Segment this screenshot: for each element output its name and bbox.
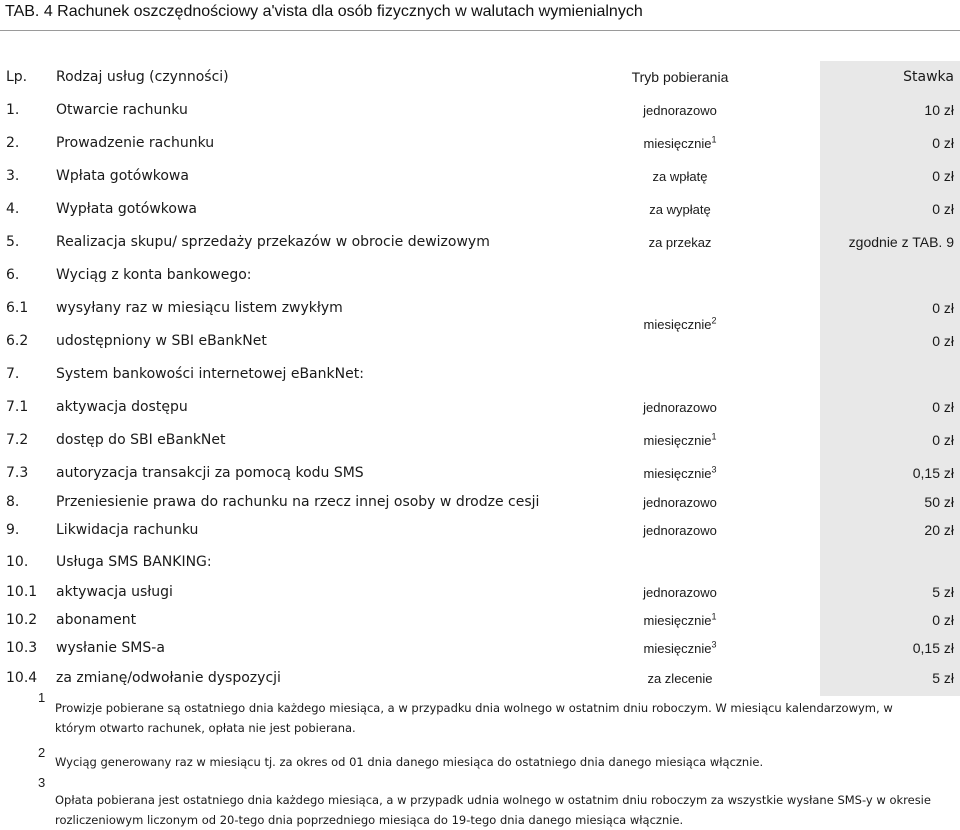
row-lp: 3.	[6, 168, 20, 184]
row-name: wysyłany raz w miesiącu listem zwykłym	[56, 300, 343, 316]
row-mode-label: miesięcznie	[643, 466, 712, 481]
row-mode-label: jednorazowo	[643, 523, 717, 538]
row-rate: zgodnie z TAB. 9	[848, 234, 954, 250]
row-name: Przeniesienie prawa do rachunku na rzecz innej osoby w drodze cesji	[56, 494, 540, 510]
row-name: dostęp do SBI eBankNet	[56, 432, 226, 448]
row-mode	[560, 424, 800, 457]
row-lp: 7.	[6, 366, 20, 382]
table-row	[0, 514, 960, 547]
row-lp: 4.	[6, 201, 20, 217]
row-mode-label: jednorazowo	[643, 495, 717, 510]
row-mode	[560, 193, 800, 226]
row-mode	[560, 632, 800, 665]
row-mode-sup: 3	[711, 464, 717, 475]
row-rate: 5 zł	[932, 670, 954, 686]
row-lp: 9.	[6, 522, 20, 538]
merged-mode-label: miesięcznie	[643, 317, 712, 332]
row-name: udostępniony w SBI eBankNet	[56, 333, 267, 349]
header-rate: Stawka	[903, 69, 954, 85]
title-divider	[0, 30, 960, 31]
row-name: Wypłata gotówkowa	[56, 201, 198, 217]
row-mode	[560, 391, 800, 424]
row-rate: 0 zł	[932, 135, 954, 151]
row-mode-sup: 1	[711, 134, 717, 145]
table-row	[0, 226, 960, 259]
row-lp: 5.	[6, 234, 20, 250]
row-lp: 10.2	[6, 612, 38, 628]
row-rate: 50 zł	[924, 494, 954, 510]
row-lp: 7.3	[6, 465, 29, 481]
row-mode-label: miesięcznie	[643, 613, 712, 628]
row-name: Usługa SMS BANKING:	[56, 554, 212, 570]
row-mode-label: jednorazowo	[643, 585, 717, 600]
header-lp: Lp.	[6, 69, 28, 85]
row-name: Wpłata gotówkowa	[56, 168, 189, 184]
row-mode	[560, 514, 800, 547]
row-rate: 0 zł	[932, 333, 954, 349]
table-row	[0, 662, 960, 695]
row-lp: 6.2	[6, 333, 29, 349]
row-mode-sup: 1	[711, 611, 717, 622]
row-rate: 0 zł	[932, 168, 954, 184]
row-name: Likwidacja rachunku	[56, 522, 199, 538]
footnote-text: Opłata pobierana jest ostatniego dnia każdego miesiąca, a w przypadk udnia wolnego w ostatnim dniu roboczym za wszystkie wysłane SMS-y w okresie rozliczeniowym liczonym od 20-tego dnia poprzedniego miesiąca do 19-tego dnia danego miesiąca włącznie.	[55, 793, 931, 827]
row-lp: 2.	[6, 135, 20, 151]
row-name: za zmianę/odwołanie dyspozycji	[56, 670, 281, 686]
table-row	[0, 632, 960, 665]
table-row	[0, 424, 960, 457]
row-rate: 0 zł	[932, 201, 954, 217]
table-row	[0, 391, 960, 424]
row-mode-label: jednorazowo	[643, 103, 717, 118]
row-lp: 6.1	[6, 300, 29, 316]
row-mode-label: jednorazowo	[643, 400, 717, 415]
row-mode-label: za wpłatę	[652, 169, 708, 184]
row-mode-sup: 3	[711, 639, 717, 650]
row-mode	[560, 127, 800, 160]
row-rate: 20 zł	[924, 522, 954, 538]
footnote-text: Prowizje pobierane są ostatniego dnia każdego miesiąca, a w przypadku dnia wolnego w ostatnim dniu roboczym. W miesiącu kalendarzowym, w którym otwarto rachunek, opłata nie jest pobierana.	[55, 701, 893, 735]
row-mode	[560, 662, 800, 695]
table-row	[0, 94, 960, 127]
footnote-text: Wyciąg generowany raz w miesiącu tj. za okres od 01 dnia danego miesiąca do ostatniego dnia danego miesiąca włącznie.	[55, 755, 764, 769]
row-rate: 0 zł	[932, 399, 954, 415]
row-name: Wyciąg z konta bankowego:	[56, 267, 252, 283]
row-mode	[560, 94, 800, 127]
row-lp: 1.	[6, 102, 20, 118]
row-rate: 5 zł	[932, 584, 954, 600]
table-header	[0, 61, 960, 94]
table-row	[0, 259, 960, 292]
row-lp: 8.	[6, 494, 20, 510]
table-row	[0, 160, 960, 193]
row-rate: 0 zł	[932, 432, 954, 448]
row-lp: 10.	[6, 554, 29, 570]
row-name: Realizacja skupu/ sprzedaży przekazów w obrocie dewizowym	[56, 234, 490, 250]
table-row	[0, 546, 960, 579]
row-lp: 10.3	[6, 640, 38, 656]
row-mode-label: za przekaz	[648, 235, 712, 250]
header-name: Rodzaj usług (czynności)	[56, 69, 229, 85]
table-row	[0, 193, 960, 226]
row-name: abonament	[56, 612, 137, 628]
row-name: aktywacja usługi	[56, 584, 173, 600]
row-mode	[560, 160, 800, 193]
page-title: TAB. 4 Rachunek oszczędnościowy a'vista dla osób fizycznych w walutach wymienialnych	[5, 3, 643, 20]
row-lp: 6.	[6, 267, 20, 283]
row-rate: 0 zł	[932, 612, 954, 628]
row-lp: 10.1	[6, 584, 38, 600]
row-mode-sup: 1	[711, 431, 717, 442]
table-row	[0, 127, 960, 160]
row-name: wysłanie SMS-a	[56, 640, 165, 656]
table-row	[0, 358, 960, 391]
footnote-number: 1	[38, 690, 46, 705]
header-mode: Tryb pobierania	[631, 69, 729, 85]
row-name: aktywacja dostępu	[56, 399, 188, 415]
row-name: autoryzacja transakcji za pomocą kodu SMS	[56, 465, 364, 481]
row-lp: 10.4	[6, 670, 38, 686]
row-rate: 10 zł	[924, 102, 954, 118]
row-mode-label: miesięcznie	[643, 641, 712, 656]
row-mode	[560, 226, 800, 259]
row-rate: 0,15 zł	[912, 640, 954, 656]
row-rate: 0 zł	[932, 300, 954, 316]
row-mode-label: za wypłatę	[649, 202, 711, 217]
row-name: System bankowości internetowej eBankNet:	[56, 366, 364, 382]
row-lp: 7.1	[6, 399, 29, 415]
row-mode-label: miesięcznie	[643, 136, 712, 151]
merged-mode-text	[560, 308, 800, 341]
footnote-number: 2	[38, 745, 46, 760]
row-mode-label: miesięcznie	[643, 433, 712, 448]
row-rate: 0,15 zł	[912, 465, 954, 481]
merged-mode-sup: 2	[711, 315, 717, 326]
footnote-number: 3	[38, 775, 46, 790]
row-mode-label: za zlecenie	[647, 671, 713, 686]
row-lp: 7.2	[6, 432, 29, 448]
row-name: Prowadzenie rachunku	[56, 135, 215, 151]
merged-mode-cell	[0, 308, 960, 341]
row-name: Otwarcie rachunku	[56, 102, 188, 118]
